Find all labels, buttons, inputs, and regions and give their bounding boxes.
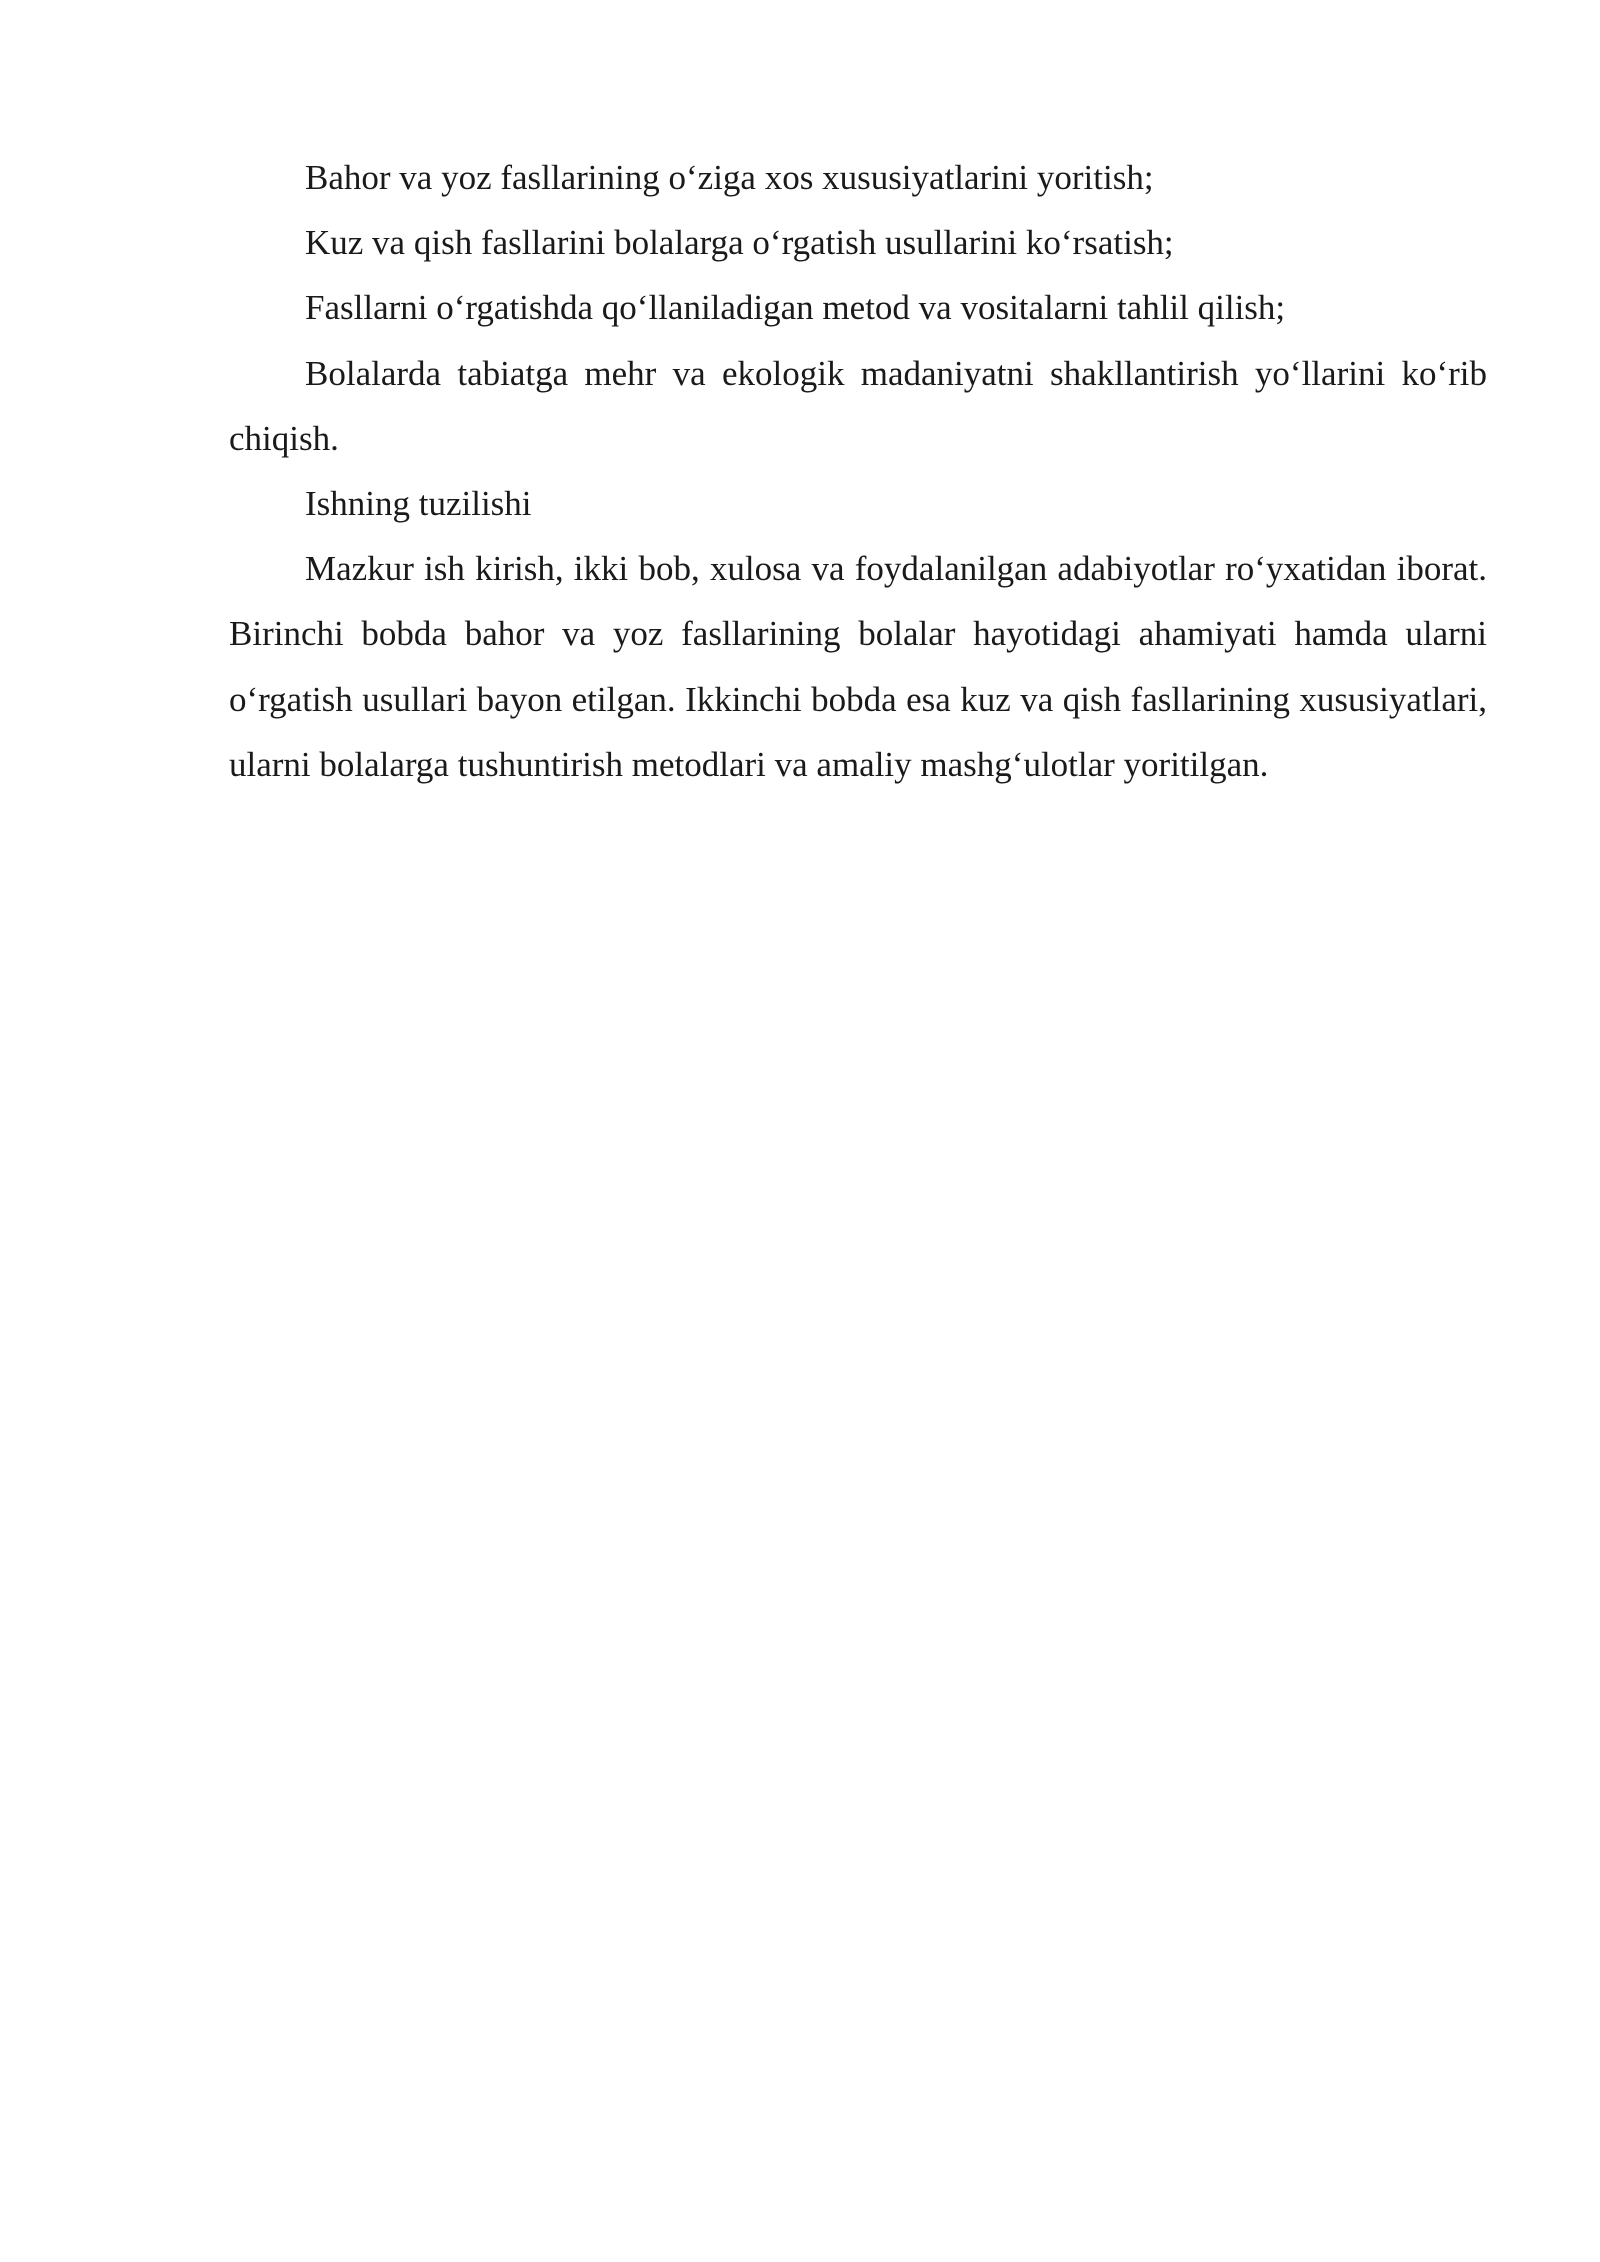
document-body	[229, 145, 1487, 797]
objective-paragraph: Kuz va qish fasllarini bolalarga o‘rgatish usullarini ko‘rsatish;	[305, 223, 1174, 263]
structure-paragraph: Mazkur ish kirish, ikki bob, xulosa va foydalanilgan adabiyotlar ro‘yxatidan iborat. Birinchi bobda bahor va yoz fasllarining bolalar hayotidagi ahamiyati hamda ularni o‘rgatish usullari bayon etilgan. Ikkinchi bobda esa kuz va qish fasllarining xususiyatlari, ularni bolalarga tushuntirish metodlari va amaliy mashg‘ulotlar yoritilgan.	[229, 549, 1487, 784]
objective-paragraph: Bahor va yoz fasllarining o‘ziga xos xususiyatlarini yoritish;	[305, 158, 1154, 197]
objective-paragraph: Fasllarni o‘rgatishda qo‘llaniladigan metod va vositalarni tahlil qilish;	[305, 288, 1286, 328]
objective-paragraph: Bolalarda tabiatga mehr va ekologik madaniyatni shakllantirish yo‘llarini ko‘rib chiqish.	[229, 353, 1487, 458]
section-heading: Ishning tuzilishi	[305, 484, 532, 524]
